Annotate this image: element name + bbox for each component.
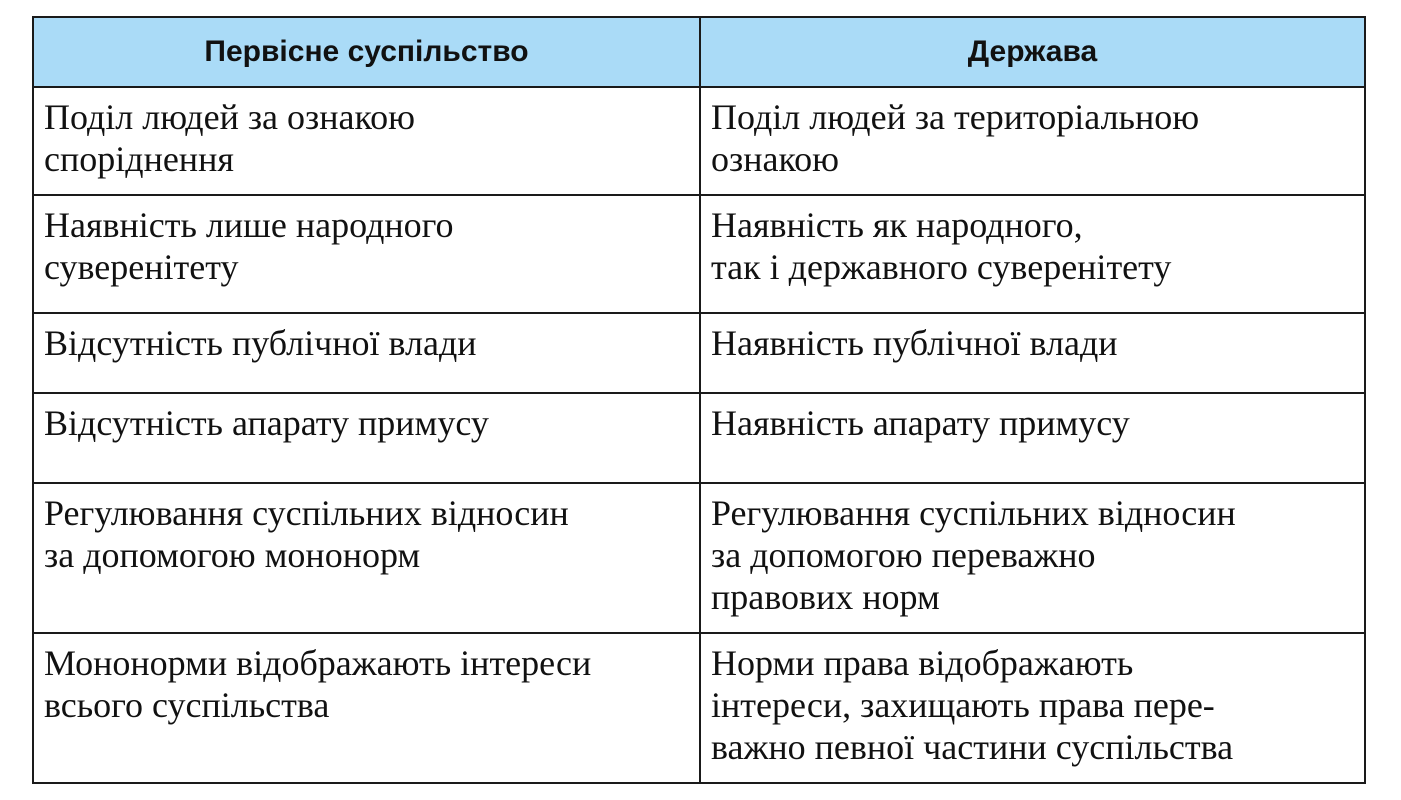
table-cell: Регулювання суспільних відносин за допомогою мононорм <box>33 483 700 633</box>
table-row <box>33 393 1365 483</box>
table-cell: Поділ людей за територіальною ознакою <box>700 87 1365 195</box>
column-header-state: Держава <box>700 17 1365 87</box>
table-cell: Наявність апарату примусу <box>700 393 1365 483</box>
table-row <box>33 87 1365 195</box>
table-cell: Мононорми відображають інтереси всього суспільства <box>33 633 700 783</box>
table-row <box>33 483 1365 633</box>
table-cell: Норми права відображають інтереси, захищають права пере- важно певної частини суспільства <box>700 633 1365 783</box>
table-cell: Поділ людей за ознакою споріднення <box>33 87 700 195</box>
table-row <box>33 633 1365 783</box>
table-cell: Наявність публічної влади <box>700 313 1365 393</box>
table-cell: Відсутність публічної влади <box>33 313 700 393</box>
header-row <box>33 17 1365 87</box>
table-cell: Наявність лише народного суверенітету <box>33 195 700 313</box>
table-row <box>33 195 1365 313</box>
table-cell: Регулювання суспільних відносин за допомогою переважно правових норм <box>700 483 1365 633</box>
table-cell: Наявність як народного, так і державного суверенітету <box>700 195 1365 313</box>
column-header-primitive-society: Первісне суспільство <box>33 17 700 87</box>
comparison-table <box>32 16 1366 784</box>
table-cell: Відсутність апарату примусу <box>33 393 700 483</box>
table-row <box>33 313 1365 393</box>
